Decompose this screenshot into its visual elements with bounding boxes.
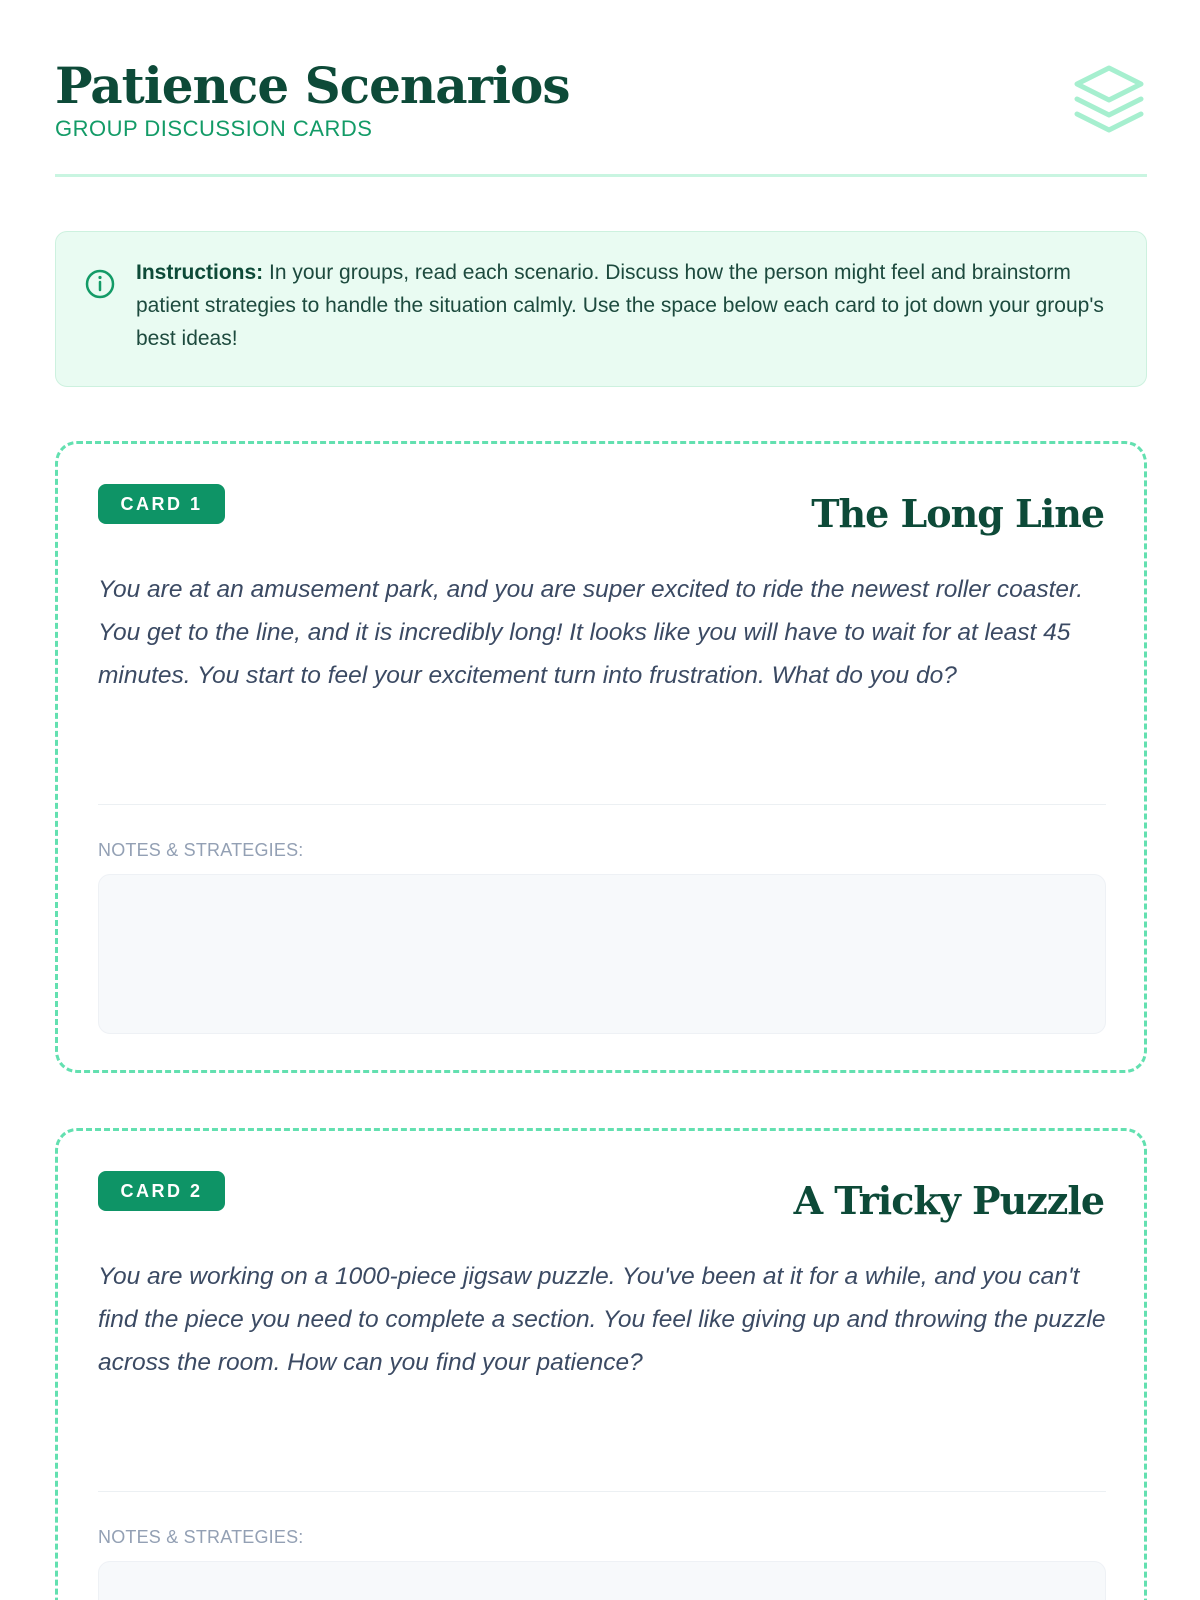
page-subtitle: GROUP DISCUSSION CARDS (55, 116, 373, 141)
notes-label: NOTES & STRATEGIES: (98, 1527, 304, 1547)
instructions-box (55, 231, 1147, 387)
card-title: The Long Line (811, 491, 1104, 536)
card-badge: CARD 1 (98, 484, 225, 524)
scenario-text: You are working on a 1000-piece jigsaw puzzle. You've been at it for a while, and you can't find the piece you need to complete a section. You feel like giving up and throwing the puzzle across the room. How can you find your patience? (98, 1263, 1106, 1376)
instructions-body: In your groups, read each scenario. Discuss how the person might feel and brainstorm patient strategies to handle the situation calmly. Use the space below each card to jot down your group's best ideas! (136, 261, 1104, 350)
notes-label: NOTES & STRATEGIES: (98, 840, 304, 860)
card-title: A Tricky Puzzle (793, 1178, 1104, 1223)
page-header (55, 0, 1147, 177)
page (55, 0, 1147, 1547)
scenario-text: You are at an amusement park, and you are super excited to ride the newest roller coaster. You get to the line, and it is incredibly long! It looks like you will have to wait for at least 45 minutes. You start to feel your excitement turn into frustration. What do you do? (98, 576, 1084, 689)
instructions-text (136, 256, 1126, 355)
card-divider (98, 1491, 1106, 1492)
page-title: Patience Scenarios (55, 56, 570, 115)
layers-stack-icon (1071, 62, 1147, 138)
instructions-label: Instructions: (136, 261, 264, 284)
notes-input[interactable] (98, 874, 1106, 1034)
scenario-card-2 (55, 1128, 1147, 1600)
notes-input[interactable] (98, 1561, 1106, 1600)
card-badge: CARD 2 (98, 1171, 225, 1211)
info-icon (84, 268, 116, 300)
scenario-card-1 (55, 441, 1147, 1073)
card-divider (98, 804, 1106, 805)
